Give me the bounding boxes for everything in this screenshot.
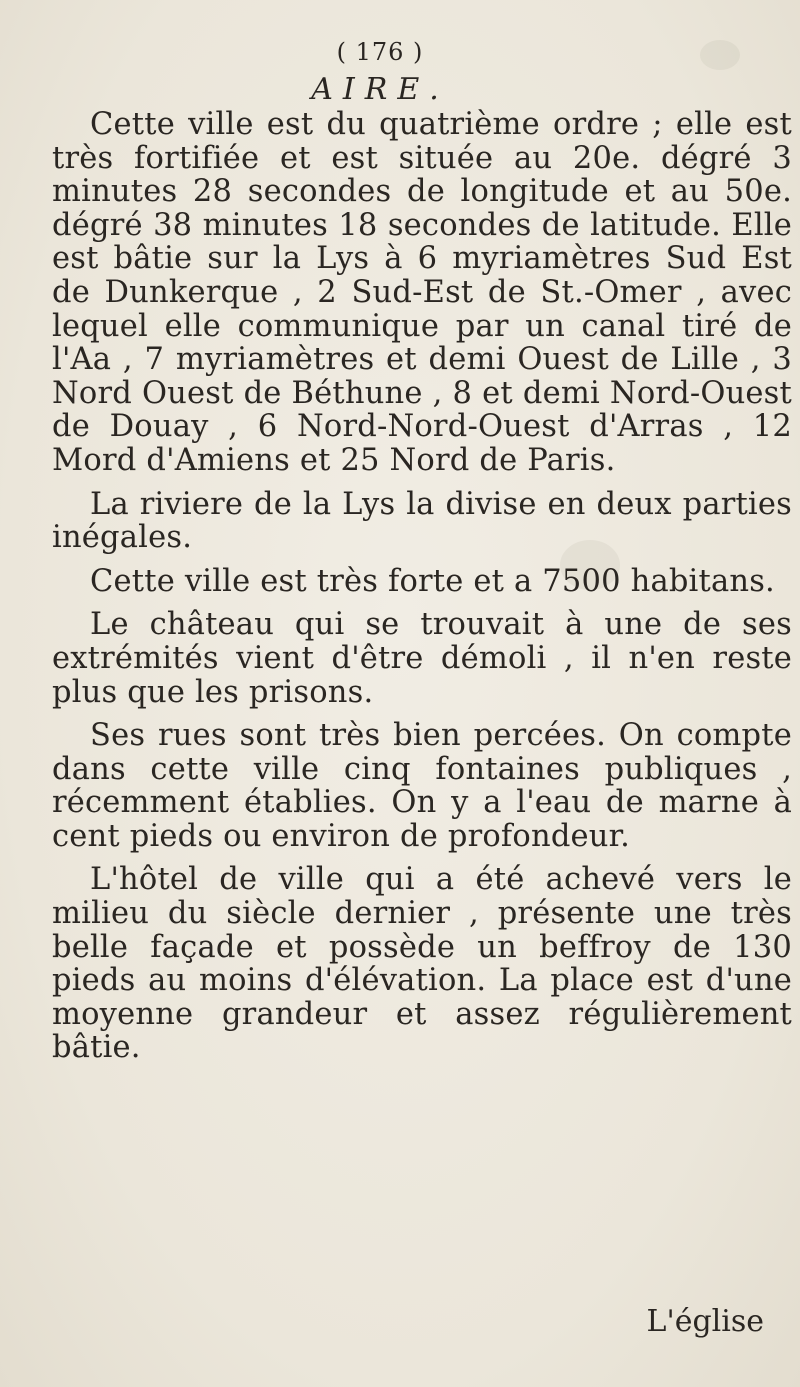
paragraph: Le château qui se trouvait à une de ses extrémités vient d'être démoli , il n'en reste plus que les prisons. <box>52 607 792 710</box>
paragraph: L'hôtel de ville qui a été achevé vers le milieu du siècle dernier , présente une très belle façade et possède un beffroy de 130 pieds au moins d'élévation. La place est d'une moyenne grandeur et assez régulièrement bâtie. <box>52 862 792 1066</box>
page-number: ( 176 ) <box>336 38 424 66</box>
catchword: L'église <box>646 1304 764 1339</box>
body-text <box>52 108 792 1065</box>
running-head: AIRE. <box>311 72 449 107</box>
paragraph: Cette ville est très forte et a 7500 habitans. <box>90 563 775 599</box>
paragraph: Ses rues sont très bien percées. On compte dans cette ville cinq fontaines publiques , récemment établies. On y a l'eau de marne à cent pieds ou environ de profondeur. <box>52 718 792 854</box>
paragraph: Cette ville est du quatrième ordre ; elle est très fortifiée et est située au 20e. dégré 3 minutes 28 secondes de longitude et au 50e. dégré 38 minutes 18 secondes de latitude. Elle est bâtie sur la Lys à 6 myriamètres Sud Est de Dunkerque , 2 Sud-Est de St.-Omer , avec lequel elle communique par un canal tiré de l'Aa , 7 myriamètres et demi Ouest de Lille , 3 Nord Ouest de Béthune , 8 et demi Nord-Ouest de Douay , 6 Nord-Nord-Ouest d'Arras , 12 Mord d'Amiens et 25 Nord de Paris. <box>52 107 792 478</box>
paragraph: La riviere de la Lys la divise en deux parties inégales. <box>52 486 792 556</box>
